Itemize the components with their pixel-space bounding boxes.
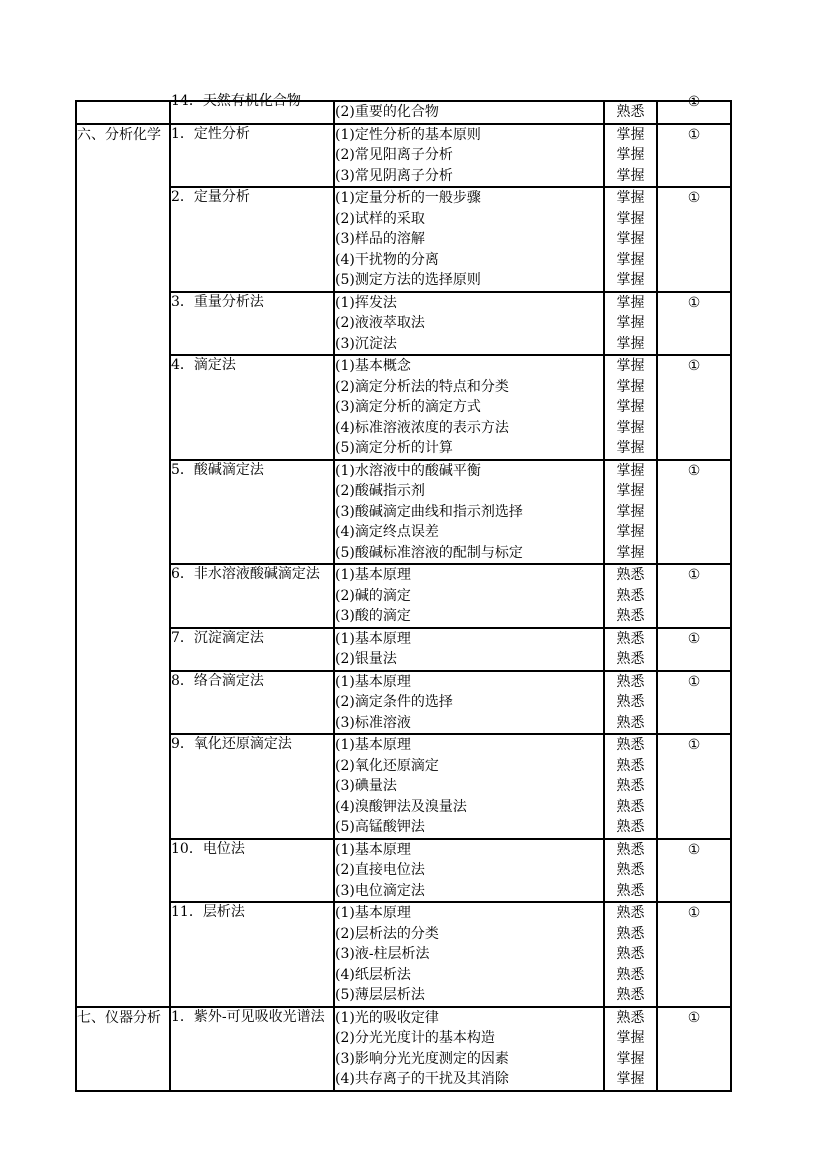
mark-symbol: ① (687, 294, 701, 311)
mark-cell (657, 902, 731, 1007)
level-text: 掌握 (616, 294, 645, 311)
level-text: 掌握 (616, 544, 645, 561)
table-row (76, 734, 731, 839)
mark-symbol: ① (687, 126, 701, 143)
items-cell (334, 671, 604, 735)
topic-title: 3．重量分析法 (171, 293, 264, 310)
item-text: (4)纸层析法 (335, 966, 411, 983)
level-cell (604, 628, 657, 671)
mark-symbol: ① (687, 630, 701, 647)
level-text: 熟悉 (616, 966, 645, 983)
table-row (76, 460, 731, 565)
topic-cell (170, 671, 334, 735)
item-text: (1)定性分析的基本原则 (335, 126, 481, 143)
item-text: (2)银量法 (335, 651, 397, 667)
mark-cell (657, 839, 731, 903)
level-cell (604, 839, 657, 903)
item-text: (1)基本原理 (335, 567, 411, 583)
item-text: (5)酸碱标准溶液的配制与标定 (335, 544, 523, 561)
topic-cell (170, 902, 334, 1007)
table-row (76, 355, 731, 460)
level-cell (604, 187, 657, 292)
item-text: (3)标准溶液 (335, 714, 411, 731)
item-text: (1)基本原理 (335, 905, 411, 921)
topic-cell (170, 292, 334, 356)
mark-cell (657, 460, 731, 565)
level-text: 掌握 (616, 231, 645, 247)
level-text: 熟悉 (616, 630, 645, 647)
level-text: 熟悉 (616, 946, 645, 962)
topic-cell (170, 839, 334, 903)
level-text: 掌握 (616, 419, 645, 436)
level-cell (604, 124, 657, 188)
topic-title: 7．沉淀滴定法 (171, 629, 264, 646)
item-text: (2)常见阳离子分析 (335, 147, 453, 163)
level-text: 掌握 (616, 462, 645, 479)
item-text: (5)薄层层析法 (335, 987, 425, 1003)
level-text: 掌握 (616, 378, 645, 395)
level-text: 熟悉 (616, 925, 645, 942)
items-cell (334, 564, 604, 628)
level-text: 熟悉 (616, 567, 645, 583)
items-cell (334, 355, 604, 460)
level-text: 掌握 (616, 335, 645, 352)
table-row (76, 1007, 731, 1091)
level-text: 掌握 (616, 167, 645, 184)
item-text: (4)共存离子的干扰及其消除 (335, 1071, 509, 1087)
level-text: 熟悉 (616, 1009, 645, 1026)
item-text: (1)基本原理 (335, 737, 411, 753)
item-text: (3)影响分光光度测定的因素 (335, 1050, 509, 1067)
item-text: (1)基本原理 (335, 630, 411, 647)
item-text: (4)标准溶液浓度的表示方法 (335, 419, 509, 436)
item-text: (1)挥发法 (335, 294, 397, 311)
item-text: (4)溴酸钾法及溴量法 (335, 798, 467, 815)
item-text: (3)碘量法 (335, 778, 397, 794)
level-text: 掌握 (616, 1071, 645, 1087)
level-text: 熟悉 (616, 673, 645, 690)
item-text: (3)电位滴定法 (335, 882, 425, 899)
level-text: 掌握 (616, 483, 645, 499)
level-cell (604, 902, 657, 1007)
item-text: (1)水溶液中的酸碱平衡 (335, 462, 481, 479)
item-text: (3)常见阴离子分析 (335, 167, 453, 184)
level-text: 掌握 (616, 1050, 645, 1067)
table-row (76, 124, 731, 188)
items-cell (334, 1007, 604, 1091)
table-row (76, 101, 731, 124)
level-cell (604, 292, 657, 356)
mark-symbol: ① (687, 358, 701, 374)
category-cell (76, 101, 170, 124)
item-text: (5)滴定分析的计算 (335, 440, 453, 456)
topic-cell (170, 124, 334, 188)
level-text: 熟悉 (616, 882, 645, 899)
item-text: (4)干扰物的分离 (335, 251, 439, 268)
item-text: (1)基本原理 (335, 841, 411, 858)
level-text: 掌握 (616, 147, 645, 163)
item-text: (3)滴定分析的滴定方式 (335, 399, 481, 415)
category-label: 六、分析化学 (77, 126, 161, 143)
level-cell (604, 101, 657, 124)
item-text: (1)基本概念 (335, 358, 411, 374)
level-cell (604, 460, 657, 565)
topic-cell (170, 628, 334, 671)
table-row (76, 187, 731, 292)
mark-cell (657, 187, 731, 292)
topic-title: 14．天然有机化合物 (171, 93, 301, 109)
level-text: 掌握 (616, 126, 645, 143)
level-text: 熟悉 (616, 694, 645, 710)
mark-symbol: ① (687, 1009, 701, 1026)
topic-title: 9．氧化还原滴定法 (171, 736, 292, 752)
items-cell (334, 187, 604, 292)
level-text: 掌握 (616, 524, 645, 540)
items-cell (334, 292, 604, 356)
items-cell (334, 734, 604, 839)
topic-title: 8．络合滴定法 (171, 672, 264, 689)
level-cell (604, 564, 657, 628)
topic-title: 4．滴定法 (171, 357, 236, 373)
level-text: 掌握 (616, 358, 645, 374)
level-text: 掌握 (616, 503, 645, 520)
table-row (76, 671, 731, 735)
items-cell (334, 101, 604, 124)
level-text: 掌握 (616, 272, 645, 288)
mark-symbol: ① (687, 841, 701, 858)
item-text: (2)酸碱指示剂 (335, 483, 425, 499)
topic-cell (170, 734, 334, 839)
category-cell (76, 1007, 170, 1091)
item-text: (5)高锰酸钾法 (335, 819, 425, 835)
item-text: (2)氧化还原滴定 (335, 757, 439, 774)
item-text: (3)液-柱层析法 (335, 946, 430, 962)
level-text: 熟悉 (616, 651, 645, 667)
level-cell (604, 1007, 657, 1091)
item-text: (3)酸碱滴定曲线和指示剂选择 (335, 503, 523, 520)
level-text: 掌握 (616, 1030, 645, 1046)
topic-cell (170, 564, 334, 628)
mark-symbol: ① (687, 190, 701, 206)
level-text: 熟悉 (616, 757, 645, 774)
mark-cell (657, 124, 731, 188)
topic-title: 10．电位法 (171, 840, 245, 857)
level-cell (604, 355, 657, 460)
syllabus-table (75, 93, 732, 1092)
item-text: (1)基本原理 (335, 673, 411, 690)
mark-symbol: ① (687, 737, 701, 753)
items-cell (334, 460, 604, 565)
mark-symbol: ① (687, 567, 701, 583)
level-text: 熟悉 (616, 587, 645, 604)
level-text: 熟悉 (616, 104, 645, 120)
topic-title: 11．层析法 (171, 904, 245, 920)
level-text: 掌握 (616, 210, 645, 227)
level-text: 掌握 (616, 190, 645, 206)
level-cell (604, 671, 657, 735)
level-text: 熟悉 (616, 608, 645, 624)
item-text: (3)酸的滴定 (335, 608, 411, 624)
item-text: (2)直接电位法 (335, 862, 425, 878)
mark-symbol: ① (687, 673, 701, 690)
level-text: 熟悉 (616, 819, 645, 835)
mark-cell (657, 671, 731, 735)
mark-cell (657, 734, 731, 839)
level-cell (604, 734, 657, 839)
mark-cell (657, 1007, 731, 1091)
level-text: 掌握 (616, 315, 645, 331)
level-text: 熟悉 (616, 905, 645, 921)
item-text: (2)层析法的分类 (335, 925, 439, 942)
items-cell (334, 628, 604, 671)
level-text: 掌握 (616, 399, 645, 415)
topic-title: 2．定量分析 (171, 189, 250, 205)
topic-title: 1．定性分析 (171, 125, 250, 142)
topic-title: 1．紫外-可见吸收光谱法 (171, 1008, 325, 1025)
table-row (76, 839, 731, 903)
mark-cell (657, 564, 731, 628)
level-text: 熟悉 (616, 714, 645, 731)
item-text: (1)光的吸收定律 (335, 1009, 439, 1026)
level-text: 熟悉 (616, 737, 645, 753)
mark-symbol: ① (687, 462, 701, 479)
mark-symbol: ① (687, 94, 701, 110)
table-row (76, 628, 731, 671)
items-cell (334, 902, 604, 1007)
item-text: (2)重要的化合物 (335, 104, 439, 120)
level-text: 掌握 (616, 440, 645, 456)
level-text: 掌握 (616, 251, 645, 268)
table-row (76, 564, 731, 628)
item-text: (2)液液萃取法 (335, 315, 425, 331)
item-text: (2)试样的采取 (335, 210, 425, 227)
topic-cell (170, 460, 334, 565)
mark-cell (657, 355, 731, 460)
topic-cell (170, 1007, 334, 1091)
item-text: (2)滴定分析法的特点和分类 (335, 378, 509, 395)
topic-title: 5．酸碱滴定法 (171, 461, 264, 478)
item-text: (3)样品的溶解 (335, 231, 425, 247)
mark-cell (657, 628, 731, 671)
items-cell (334, 124, 604, 188)
item-text: (4)滴定终点误差 (335, 524, 439, 540)
level-text: 熟悉 (616, 798, 645, 815)
topic-cell (170, 355, 334, 460)
table-row (76, 902, 731, 1007)
mark-cell (657, 292, 731, 356)
item-text: (3)沉淀法 (335, 335, 397, 352)
level-text: 熟悉 (616, 862, 645, 878)
item-text: (2)碱的滴定 (335, 587, 411, 604)
topic-title: 6．非水溶液酸碱滴定法 (171, 566, 320, 582)
category-label: 七、仪器分析 (77, 1009, 161, 1026)
item-text: (2)滴定条件的选择 (335, 694, 453, 710)
level-text: 熟悉 (616, 778, 645, 794)
mark-symbol: ① (687, 905, 701, 921)
topic-cell (170, 93, 334, 124)
level-text: 熟悉 (616, 987, 645, 1003)
topic-cell (170, 187, 334, 292)
item-text: (2)分光光度计的基本构造 (335, 1030, 495, 1046)
item-text: (5)测定方法的选择原则 (335, 272, 481, 288)
mark-cell (657, 94, 731, 124)
item-text: (1)定量分析的一般步骤 (335, 190, 481, 206)
items-cell (334, 839, 604, 903)
table-row (76, 292, 731, 356)
level-text: 熟悉 (616, 841, 645, 858)
category-cell (76, 124, 170, 1007)
